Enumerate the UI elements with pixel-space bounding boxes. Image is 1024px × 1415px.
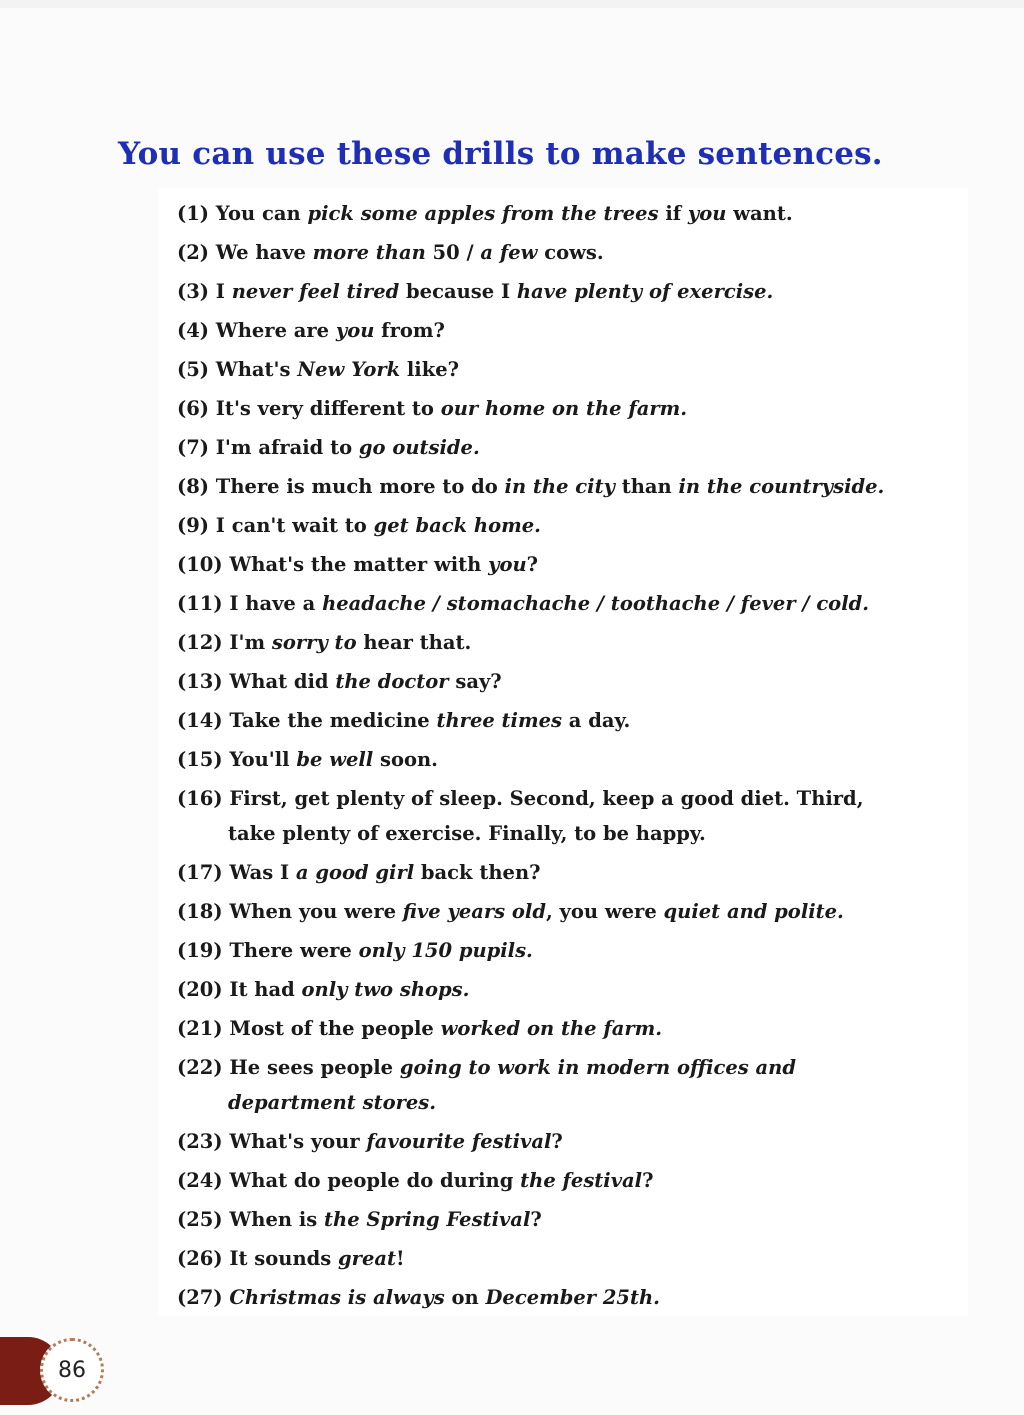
drill-text: (25) When is (177, 1208, 325, 1231)
drill-text: (21) Most of the people (177, 1017, 441, 1040)
drill-item (177, 855, 917, 890)
drill-text: from? (374, 319, 445, 342)
drill-text: soon. (373, 748, 438, 771)
page-heading: You can use these drills to make sentences. (118, 136, 883, 172)
drill-text: (5) What's (177, 358, 298, 381)
drill-item (177, 664, 917, 699)
drill-italic-text: sorry to (271, 631, 357, 654)
drill-text: (19) There were (177, 939, 359, 962)
drill-italic-text: have plenty of exercise. (516, 280, 774, 303)
drill-item (177, 1202, 917, 1237)
drill-text: ? (530, 1208, 542, 1231)
drill-text: (3) I (177, 280, 232, 303)
drill-text: (14) Take the medicine (177, 709, 437, 732)
drill-italic-text: you (335, 319, 375, 342)
drill-text: ? (642, 1169, 654, 1192)
drill-item (177, 1050, 917, 1120)
drill-text: (12) I'm (177, 631, 272, 654)
page-number-badge (40, 1338, 104, 1402)
drill-italic-text: quiet and polite. (663, 900, 844, 923)
drill-item (177, 508, 917, 543)
drill-italic-text: the festival (520, 1169, 643, 1192)
drill-item (177, 1163, 917, 1198)
drill-text: (23) What's your (177, 1130, 367, 1153)
drill-text: (7) I'm afraid to (177, 436, 359, 459)
drill-text: a day. (561, 709, 631, 732)
drill-italic-text: worked on the farm. (440, 1017, 663, 1040)
drill-text: 50 / (425, 241, 481, 264)
drill-item (177, 703, 917, 738)
drill-italic-text: in the city (504, 475, 615, 498)
drill-item (177, 469, 917, 504)
drill-item (177, 586, 917, 621)
drill-list (177, 196, 917, 1319)
drill-text: (15) You'll (177, 748, 297, 771)
drill-italic-text: a good girl (295, 861, 415, 884)
drill-text: say? (448, 670, 502, 693)
drill-italic-text: the doctor (335, 670, 449, 693)
drill-text: (2) We have (177, 241, 313, 264)
drill-italic-text: go outside. (358, 436, 480, 459)
drill-item (177, 235, 917, 270)
page-top-edge (0, 0, 1024, 8)
drill-text: if (658, 202, 688, 225)
drill-item (177, 352, 917, 387)
drill-text: (20) It had (177, 978, 302, 1001)
drill-italic-text: five years old (402, 900, 546, 923)
drill-text: (17) Was I (177, 861, 296, 884)
drill-text: (18) When you were (177, 900, 403, 923)
drill-item (177, 1280, 917, 1315)
drill-italic-text: headache / stomachache / toothache / fever / cold. (322, 592, 870, 615)
drill-italic-text: our home on the farm. (440, 397, 688, 420)
drill-item (177, 1011, 917, 1046)
drill-italic-text: in the countryside. (678, 475, 885, 498)
drill-item (177, 972, 917, 1007)
drill-item (177, 781, 917, 851)
drill-italic-text: only 150 pupils. (358, 939, 533, 962)
drill-text: on (444, 1286, 486, 1309)
drill-item (177, 1124, 917, 1159)
drill-italic-text: December 25th. (485, 1286, 660, 1309)
drill-italic-text: never feel tired (231, 280, 400, 303)
drill-text: ? (551, 1130, 563, 1153)
drill-text: because I (399, 280, 517, 303)
drill-item (177, 1241, 917, 1276)
drill-italic-text: the Spring Festival (324, 1208, 531, 1231)
drill-text: (4) Where are (177, 319, 336, 342)
drill-italic-text: great (338, 1247, 397, 1270)
drill-item (177, 274, 917, 309)
drill-item (177, 742, 917, 777)
drill-text: (11) I have a (177, 592, 323, 615)
drill-text: (10) What's the matter with (177, 553, 489, 576)
drill-italic-text: three times (436, 709, 562, 732)
drill-italic-text: pick some apples from the trees (307, 202, 659, 225)
drill-text: ? (526, 553, 539, 576)
drill-text: (13) What did (177, 670, 336, 693)
drill-text: hear that. (356, 631, 472, 654)
drill-text: (24) What do people do during (177, 1169, 521, 1192)
drill-italic-text: you (687, 202, 727, 225)
drill-text: (8) There is much more to do (177, 475, 505, 498)
drill-text: like? (400, 358, 460, 381)
drill-italic-text: going to work in modern offices and department stores. (228, 1056, 796, 1114)
drill-text: (26) It sounds (177, 1247, 339, 1270)
drill-item (177, 313, 917, 348)
drill-italic-text: a few (480, 241, 538, 264)
drill-italic-text: New York (297, 358, 401, 381)
drill-text: ! (396, 1247, 405, 1270)
drill-italic-text: only two shops. (301, 978, 470, 1001)
drill-item (177, 933, 917, 968)
drill-italic-text: be well (296, 748, 374, 771)
drill-text: want. (726, 202, 793, 225)
drill-item (177, 625, 917, 660)
drill-italic-text: you (488, 553, 527, 576)
drill-text: than (614, 475, 679, 498)
drill-text: cows. (537, 241, 604, 264)
drill-text: (6) It's very different to (177, 397, 441, 420)
drill-text: back then? (414, 861, 541, 884)
drill-text: (16) First, get plenty of sleep. Second, keep a good diet. Third, take plenty of exercise. Finally, to be happy. (177, 787, 864, 845)
drill-text: (1) You can (177, 202, 308, 225)
drill-text: (9) I can't wait to (177, 514, 374, 537)
drill-italic-text: get back home. (373, 514, 541, 537)
drill-item (177, 391, 917, 426)
drill-italic-text: Christmas is always (229, 1286, 445, 1309)
drill-text: , you were (545, 900, 664, 923)
page-number: 86 (58, 1357, 86, 1383)
drill-italic-text: favourite festival (366, 1130, 552, 1153)
drill-text: (27) (177, 1286, 230, 1309)
drill-item (177, 547, 917, 582)
drill-item (177, 894, 917, 929)
drill-item (177, 430, 917, 465)
drill-italic-text: more than (312, 241, 426, 264)
drill-item (177, 196, 917, 231)
drill-text: (22) He sees people (177, 1056, 400, 1079)
